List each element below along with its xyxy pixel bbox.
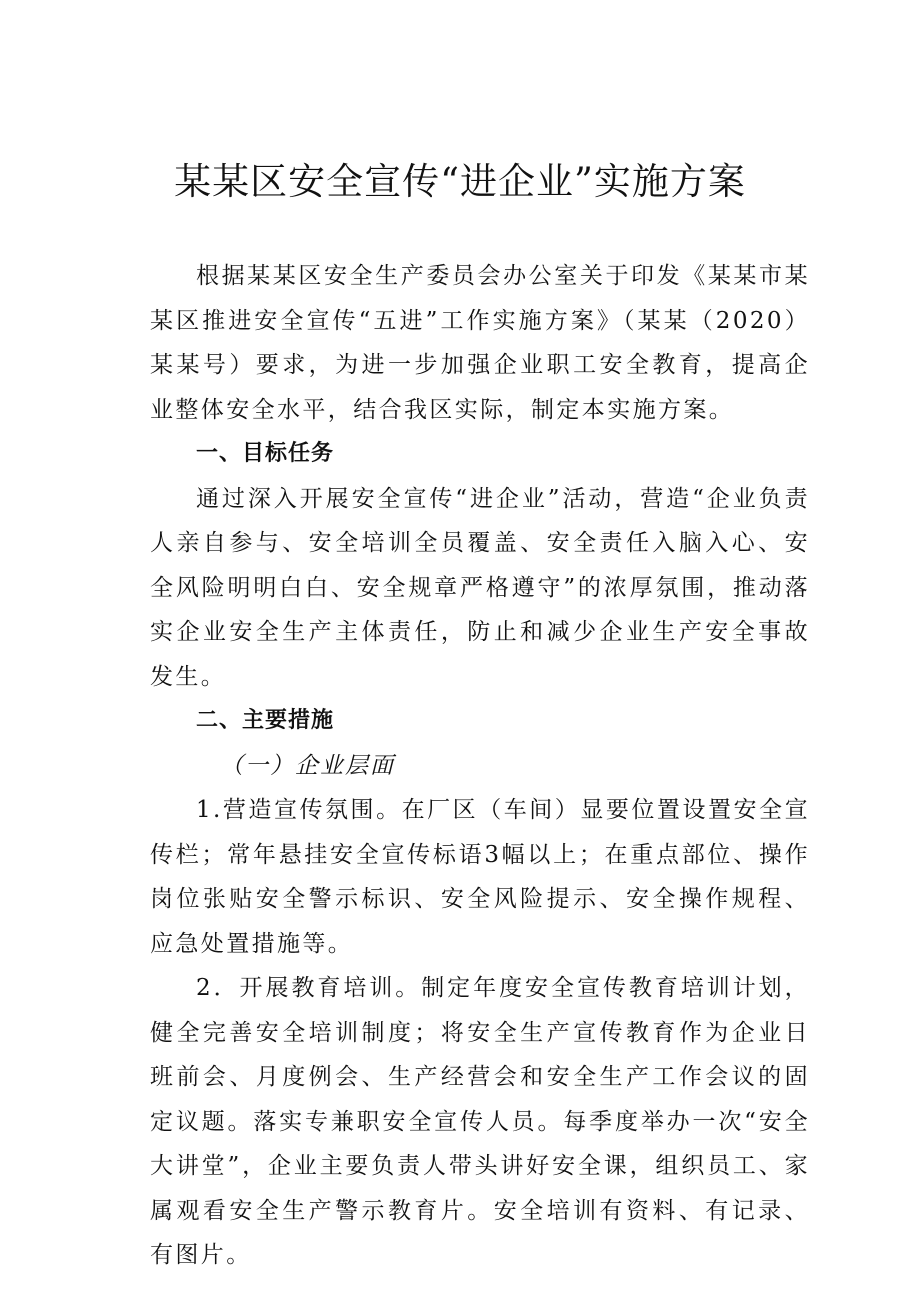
measure-2-paragraph: 2．开展教育培训。制定年度安全宣传教育培训计划，健全完善安全培训制度；将安全生产宣传教育作为企业日班前会、月度例会、生产经营会和安全生产工作会议的固定议题。落实专兼职安全宣传人员。每季度举办一次“安全大讲堂”，企业主要负责人带头讲好安全课，组织员工、家属观看安全生产警示教育片。安全培训有资料、有记录、有图片。: [150, 975, 810, 1268]
subsection-heading-enterprise: （一）企业层面: [220, 752, 395, 779]
document-title: 某某区安全宣传“进企业”实施方案: [174, 160, 746, 203]
section-heading-measures: 二、主要措施: [196, 708, 335, 733]
measure-1-paragraph: 1.营造宣传氛围。在厂区（车间）显要位置设置安全宣传栏；常年悬挂安全宣传标语3幅以上；在重点部位、操作岗位张贴安全警示标识、安全风险提示、安全操作规程、应急处置措施等。: [150, 797, 810, 957]
section-heading-goals: 一、目标任务: [196, 441, 335, 466]
intro-paragraph: 根据某某区安全生产委员会办公室关于印发《某某市某某区推进安全宣传“五进”工作实施方案》（某某（2020）某某号）要求，为进一步加强企业职工安全教育，提高企业整体安全水平，结合我区实际，制定本实施方案。: [150, 263, 810, 423]
document-body: [150, 254, 810, 1278]
goals-paragraph: 通过深入开展安全宣传“进企业”活动，营造“企业负责人亲自参与、安全培训全员覆盖、安全责任入脑入心、安全风险明明白白、安全规章严格遵守”的浓厚氛围，推动落实企业安全生产主体责任，防止和减少企业生产安全事故发生。: [150, 485, 810, 690]
